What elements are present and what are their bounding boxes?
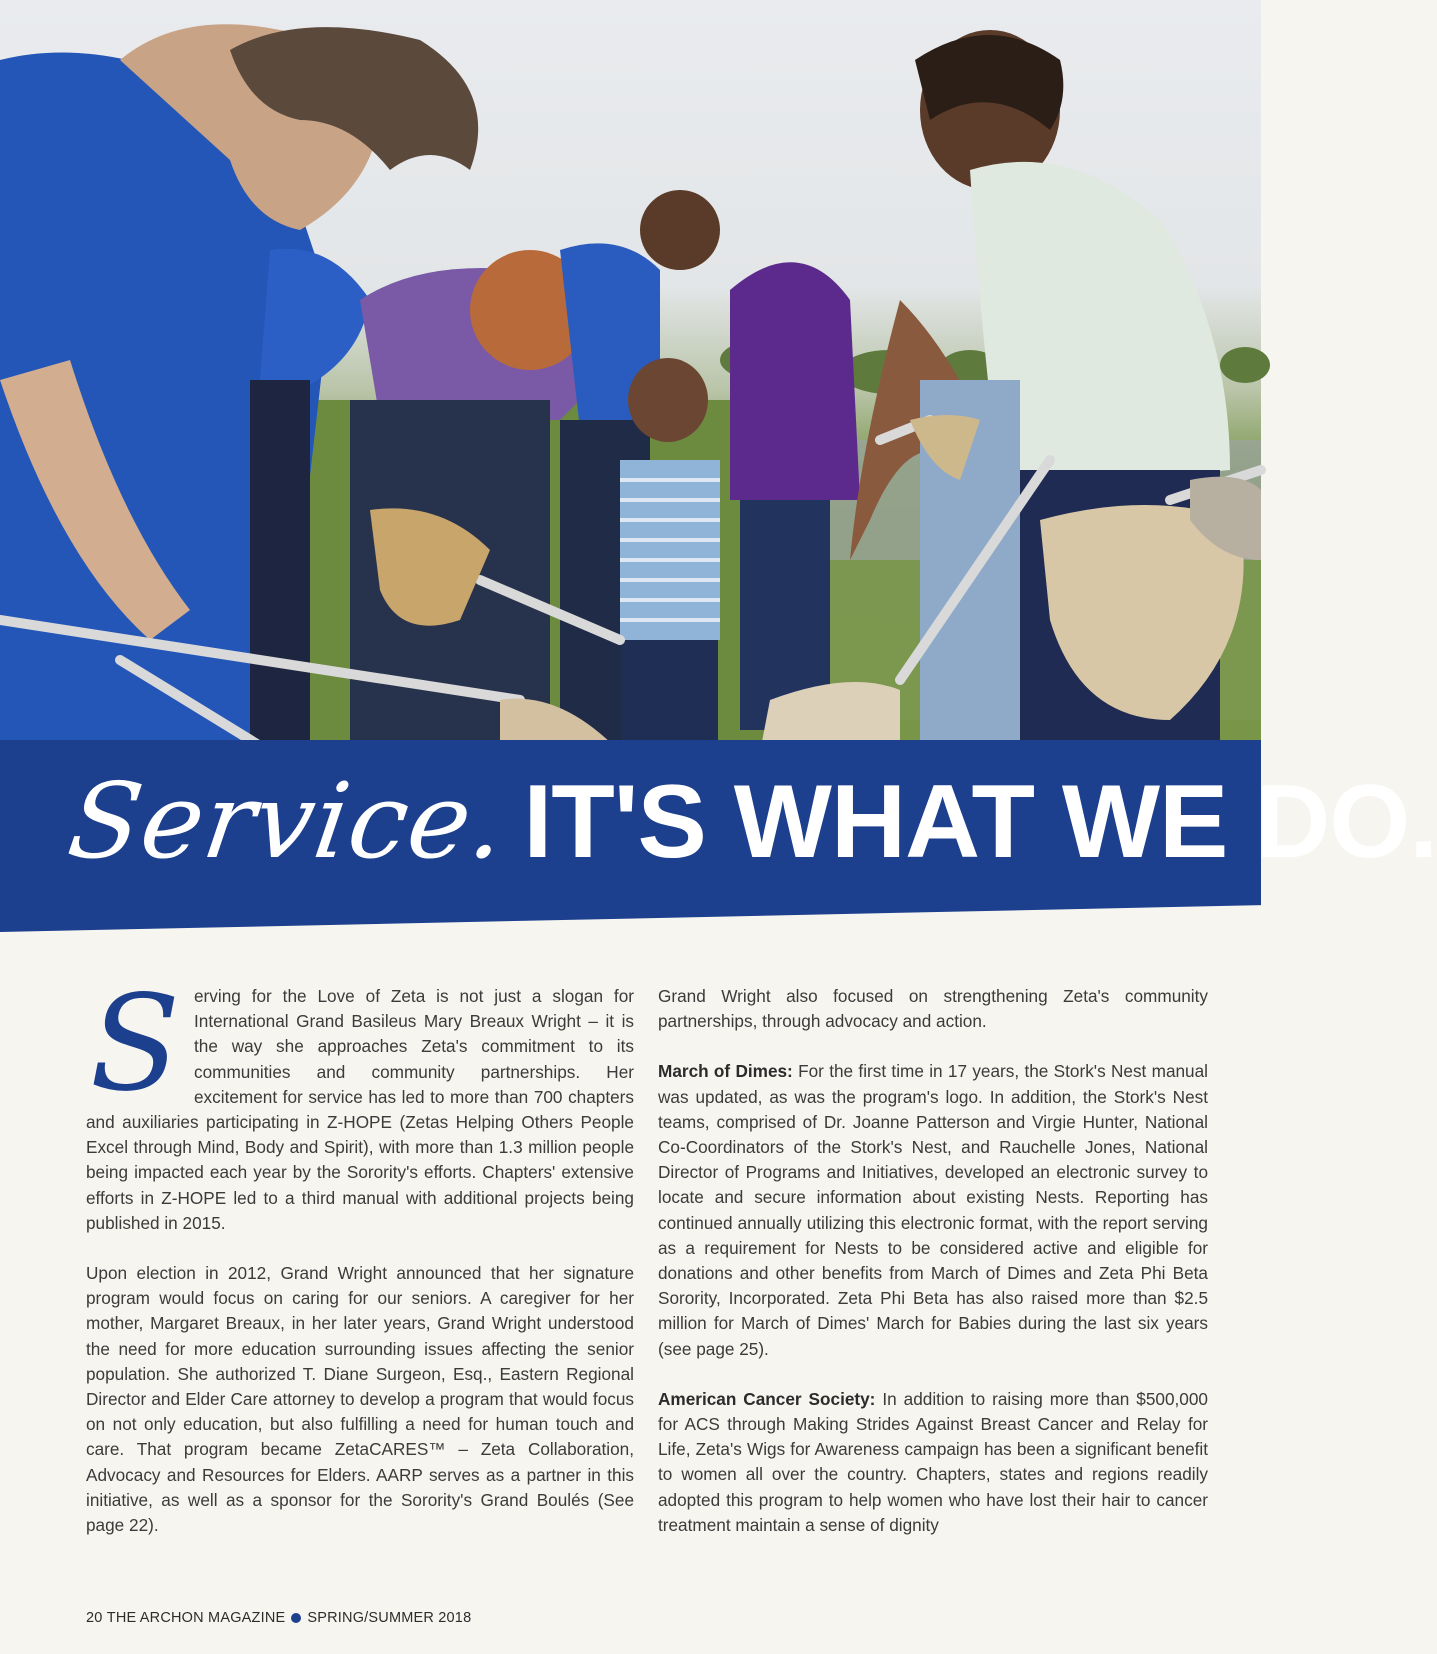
cover-photo (0, 0, 1261, 752)
body-paragraph: Upon election in 2012, Grand Wright announced that her signature program would focus on caring for our seniors. A caregiver for her mother, Margaret Breaux, in her later years, Grand Wright understood the need for more education surrounding issues affecting the senior population. She authorized T. Diane Surgeon, Esq., Eastern Regional Director and Elder Care attorney to develop a program that would focus on not only education, but also fulfilling a need for human touch and care. That program became ZetaCARES™ – Zeta Collaboration, Advocacy and Resources for Elders. AARP serves as a partner in this initiative, as well as a sponsor for the Sorority's Grand Boulés (See page 22). (86, 1263, 634, 1536)
paragraph-text: For the first time in 17 years, the Stork's Nest manual was updated, as was the program's logo. In addition, the Stork's Nest teams, comprised of Dr. Joanne Patterson and Virgie Hunter, National Co-Coordinators of the Stork's Nest, and Rauchelle Jones, National Director of Programs and Initiatives, developed an electronic survey to locate and secure information about existing Nests. Reporting has continued annually utilizing this electronic format, with the report serving as a requirement for Nests to be considered active and eligible for donations and other benefits from March of Dimes and Zeta Phi Beta Sorority, Incorporated. Zeta Phi Beta has also raised more than $2.5 million for March of Dimes' March for Babies during the last six years (see page 25). (658, 1061, 1208, 1359)
page-number: 20 (86, 1610, 103, 1626)
lead-paragraph-text: erving for the Love of Zeta is not just a slogan for International Grand Basileus Mary Breaux Wright – it is the way she approaches Zeta's commitment to its communities and community partnerships. Her excitement for service has led to more than 700 chapters and auxiliaries participating in Z-HOPE (Zetas Helping Others People Excel through Mind, Body and Spirit), with more than 1.3 million people being impacted each year by the Sorority's efforts. Chapters' extensive efforts in Z-HOPE led to a third manual with additional projects being published in 2015. (86, 986, 634, 1233)
drop-cap: S (89, 967, 181, 1121)
photo-of-volunteers-with-nets-icon (0, 0, 1261, 752)
bullet-icon (291, 1613, 301, 1623)
left-column (86, 967, 634, 1563)
magazine-name: THE ARCHON MAGAZINE (106, 1610, 286, 1626)
issue-name: SPRING/SUMMER 2018 (307, 1610, 472, 1626)
body-paragraph: Grand Wright also focused on strengthening Zeta's community partnerships, through advocacy and action. (658, 986, 1208, 1032)
american-cancer-society-paragraph (658, 1387, 1208, 1538)
paragraph-text: In addition to raising more than $500,000 for ACS through Making Strides Against Breast Cancer and Relay for Life, Zeta's Wigs for Awareness campaign has been a significant benefit to women all over the country. Chapters, states and regions readily adopted this program to help women who have lost their hair to cancer treatment maintain a sense of dignity (658, 1388, 1208, 1535)
section-label: March of Dimes: (658, 1061, 793, 1082)
page-footer (86, 1610, 471, 1626)
section-label: American Cancer Society: (658, 1388, 876, 1409)
march-of-dimes-paragraph (658, 1059, 1208, 1361)
headline-script-word: Service. (61, 760, 514, 882)
right-column (658, 984, 1208, 1563)
headline-bold-text: IT'S WHAT WE DO. (523, 764, 1437, 880)
lead-paragraph (86, 967, 634, 1236)
headline (61, 760, 1437, 910)
